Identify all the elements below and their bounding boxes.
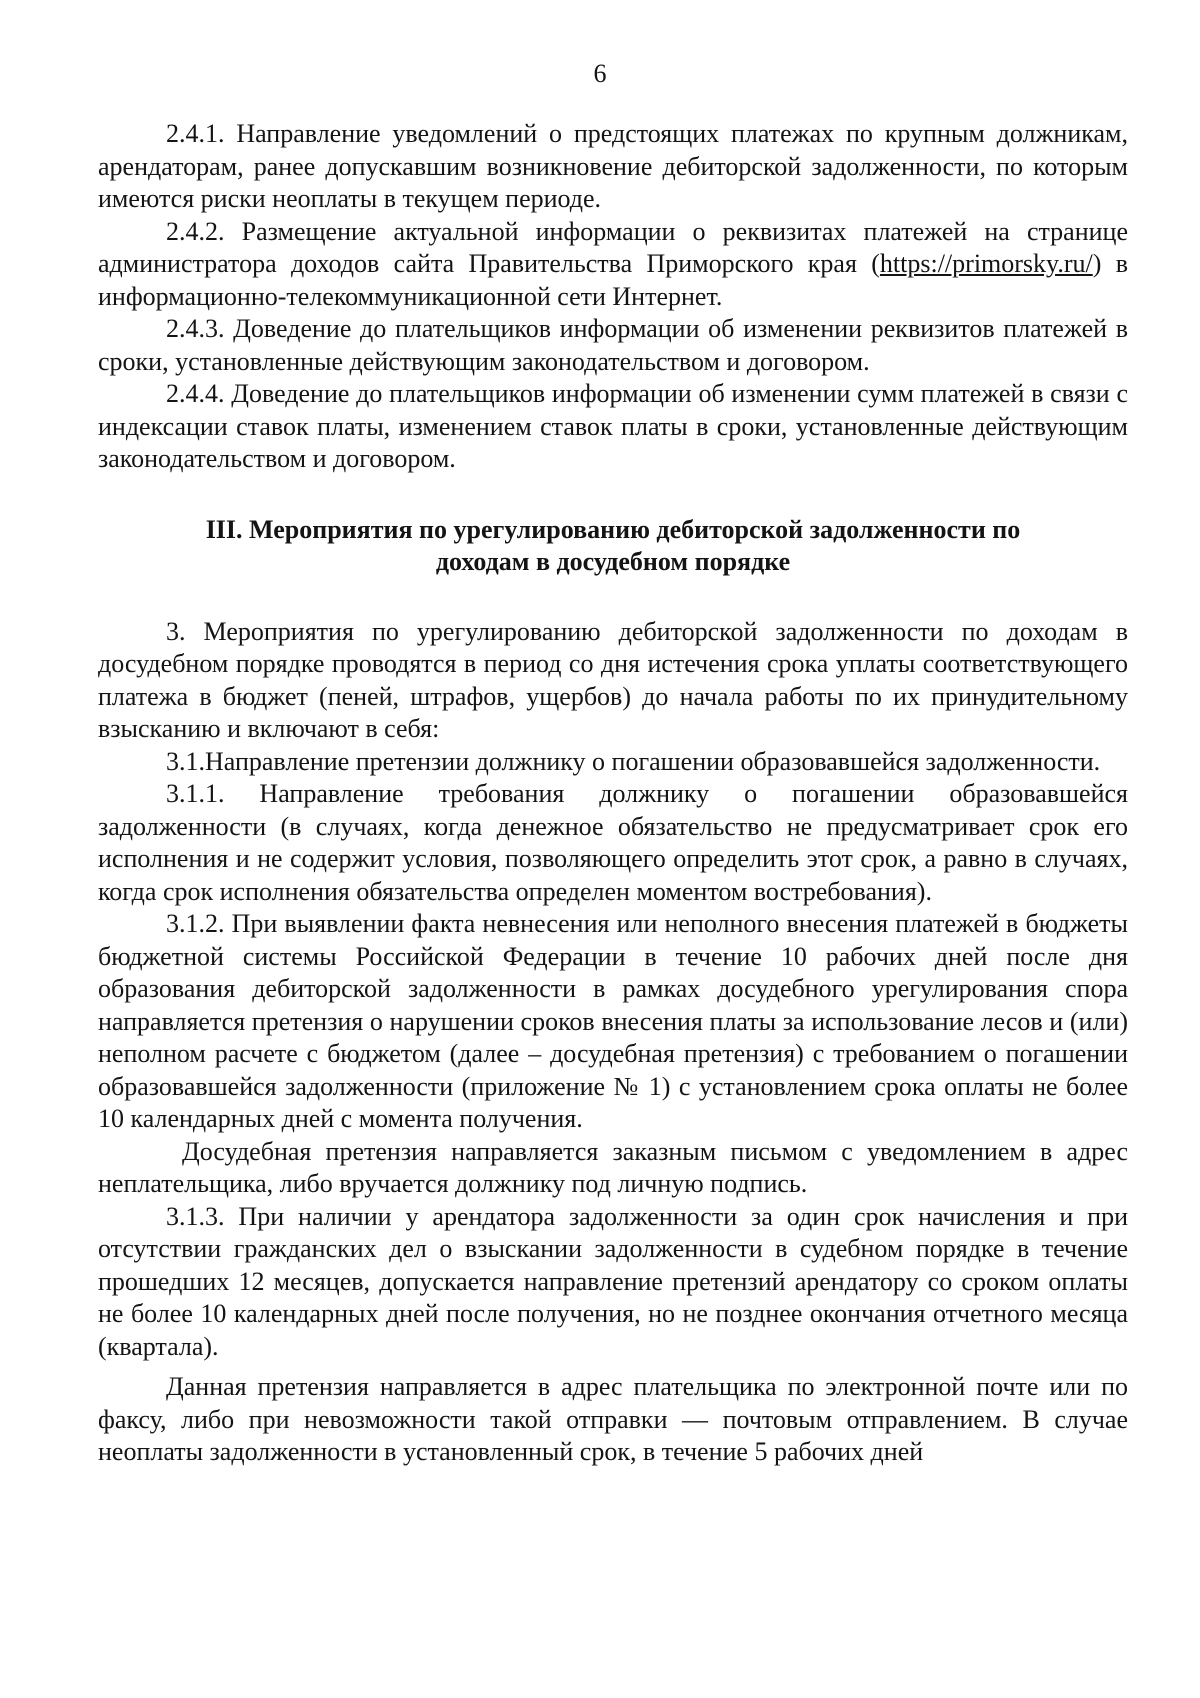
section-heading-line-1: III. Мероприятия по урегулированию дебиторской задолженности по xyxy=(205,514,1021,544)
section-heading xyxy=(98,514,1128,578)
paragraph-3-1-3: 3.1.3. При наличии у арендатора задолженности за один срок начисления и при отсутствии гражданских дел о взыскании задолженности в судебном порядке в течение прошедших 12 месяцев, допускается направление претензий арендатору со сроком оплаты не более 10 календарных дней после получения, но не позднее окончания отчетного месяца (квартала). xyxy=(98,1201,1128,1361)
paragraph-3-1-2: 3.1.2. При выявлении факта невнесения или неполного внесения платежей в бюджеты бюджетной системы Российской Федерации в течение 10 рабочих дней после дня образования дебиторской задолженности в рамках досудебного урегулирования спора направляется претензия о нарушении сроков внесения платы за использование лесов и (или) неполном расчете с бюджетом (далее – досудебная претензия) с требованием о погашении образовавшейся задолженности (приложение № 1) с установлением срока оплаты не более 10 календарных дней с момента получения. xyxy=(98,909,1128,1133)
paragraph-3-1: 3.1.Направление претензии должнику о погашении образовавшейся задолженности. xyxy=(166,746,1101,776)
paragraph-2-4-2 xyxy=(98,216,1128,314)
paragraph-final: Данная претензия направляется в адрес плательщика по электронной почте или по факсу, либо при невозможности такой отправки — почтовым отправлением. В случае неоплаты задолженности в установленный срок, в течение 5 рабочих дней xyxy=(98,1372,1128,1466)
paragraph-2-4-4: 2.4.4. Доведение до плательщиков информации об изменении сумм платежей в связи с индексации ставок платы, изменением ставок платы в сроки, установленные действующим законодательством и договором. xyxy=(98,379,1128,473)
page-number: 6 xyxy=(593,59,607,88)
paragraph-2-4-3: 2.4.3. Доведение до плательщиков информации об изменении реквизитов платежей в сроки, установленные действующим законодательством и договором. xyxy=(98,314,1128,376)
primorsky-site-link[interactable]: https://primorsky.ru/ xyxy=(879,249,1093,278)
paragraph-pretension-delivery: Досудебная претензия направляется заказным письмом с уведомлением в адрес неплательщика, либо вручается должнику под личную подпись. xyxy=(98,1136,1128,1198)
paragraph-3-1-1: 3.1.1. Направление требования должнику о погашении образовавшейся задолженности (в случаях, когда денежное обязательство не предусматривает срок его исполнения и не содержит условия, позволяющего определить этот срок, а равно в случаях, когда срок исполнения обязательства определен моментом востребования). xyxy=(98,779,1128,906)
section-heading-line-2: доходам в досудебном порядке xyxy=(435,546,791,576)
document-body xyxy=(98,118,1128,1469)
paragraph-2-4-1: 2.4.1. Направление уведомлений о предстоящих платежах по крупным должникам, арендаторам, ранее допускавшим возникновение дебиторской задолженности, по которым имеются риски неоплаты в текущем периоде. xyxy=(98,119,1128,213)
paragraph-2-4-2-end: ) в информационно-телекоммуникационной сети Интернет. xyxy=(98,249,1129,311)
paragraph-3: 3. Мероприятия по урегулированию дебиторской задолженности по доходам в досудебном порядке проводятся в период со дня истечения срока уплаты соответствующего платежа в бюджет (пеней, штрафов, ущербов) до начала работы по их принудительному взысканию и включают в себя: xyxy=(98,616,1128,743)
paragraph-2-4-2-start: 2.4.2. Размещение актуальной информации о реквизитах платежей на странице администратора доходов сайта Правительства Приморского края ( xyxy=(98,216,1128,278)
